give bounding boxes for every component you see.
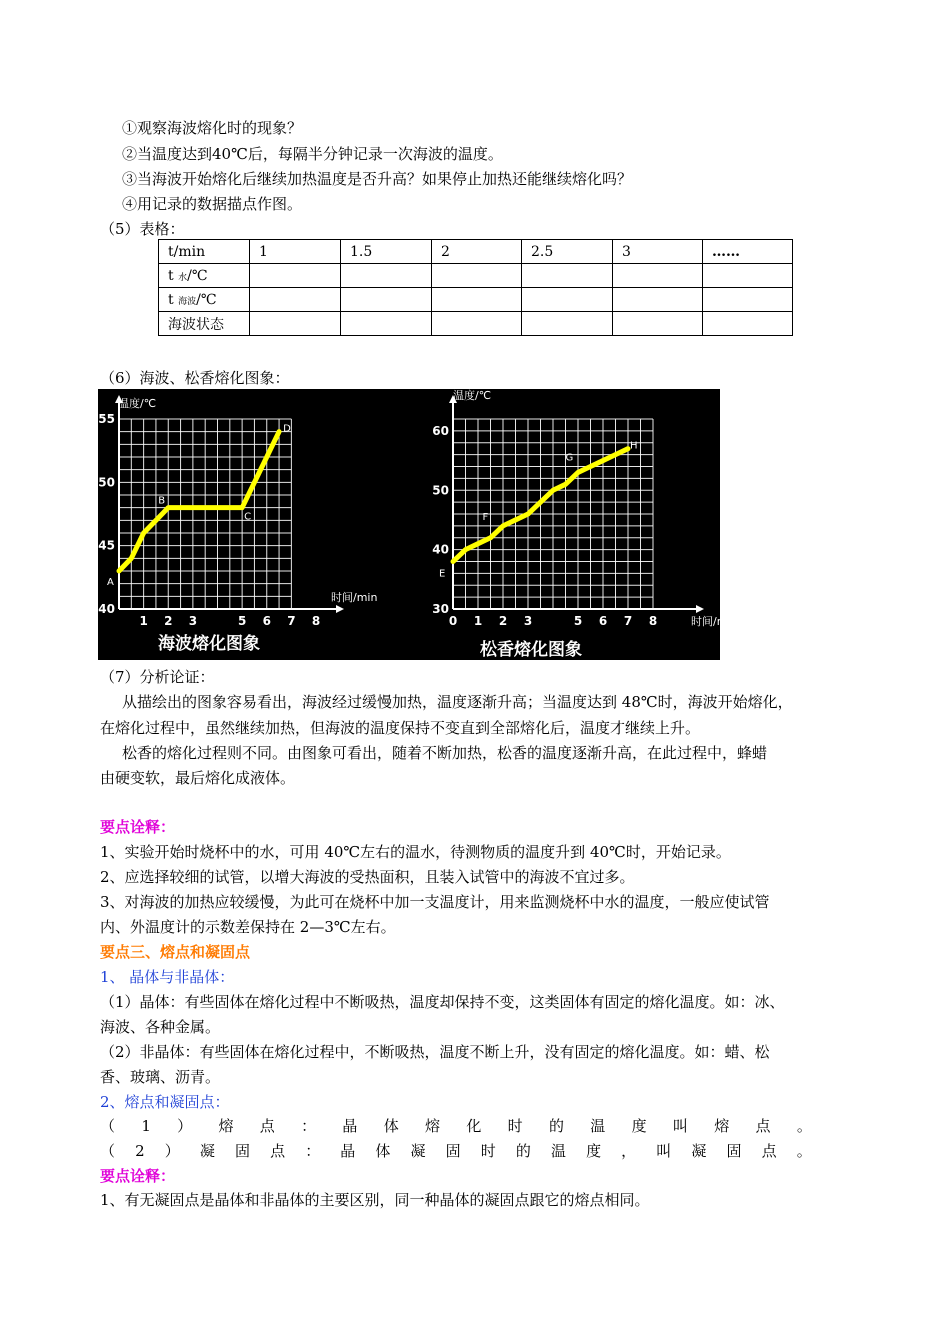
table-cell <box>703 288 793 312</box>
point-label: C <box>244 511 252 523</box>
row-label-water-temp: t 水/℃ <box>159 264 250 288</box>
analysis-line: 松香的熔化过程则不同。由图象可看出，随着不断加热，松香的温度逐渐升高，在此过程中，蜂蜡 <box>122 744 768 762</box>
melting-graphs <box>98 389 738 660</box>
freezing-def-char: 凝 <box>199 1142 215 1160</box>
x-tick-label: 1 <box>473 614 483 628</box>
melting-def-char: 1 <box>141 1117 151 1135</box>
table-cell <box>341 264 432 288</box>
analysis-heading: （7）分析论证： <box>100 668 215 686</box>
x-tick-label: 7 <box>623 614 633 628</box>
series-line <box>119 432 279 571</box>
melting-def-char: 熔 <box>714 1117 730 1135</box>
freezing-def-char: 点 <box>270 1142 286 1160</box>
table-cell <box>341 288 432 312</box>
x-axis-label: 时间/min <box>331 591 378 604</box>
melting-def-char: 温 <box>590 1117 606 1135</box>
row-label-state: 海波状态 <box>159 312 250 336</box>
table-cell <box>703 312 793 336</box>
definition-line: 香、玻璃、沥青。 <box>100 1068 221 1086</box>
keypoint-line: 3、对海波的加热应较缓慢，为此可在烧杯中加一支温度计，用来监测烧杯中水的温度，一般应使试管 <box>100 893 770 911</box>
subsection-title: 1、 晶体与非晶体： <box>100 968 235 986</box>
x-tick-label: 0 <box>448 614 458 628</box>
freezing-def-char: 凝 <box>691 1142 707 1160</box>
analysis-line: 在熔化过程中，虽然继续加热，但海波的温度保持不变直到全部熔化后，温度才继续上升。 <box>100 719 701 737</box>
subsection-title: 2、熔点和凝固点： <box>100 1093 230 1111</box>
step-2: ②当温度达到40℃后，每隔半分钟记录一次海波的温度。 <box>122 145 503 163</box>
x-tick-label: 8 <box>311 614 321 628</box>
melting-def-char: 的 <box>548 1117 564 1135</box>
melting-def-char: 晶 <box>342 1117 358 1135</box>
point-label: G <box>565 452 574 464</box>
point-label: F <box>482 511 489 523</box>
melting-graphs-svg <box>98 389 738 660</box>
table-heading: （5）表格： <box>100 220 185 238</box>
freezing-def-char: 。 <box>796 1142 812 1160</box>
row-label-hypo-temp: t 海波/℃ <box>159 288 250 312</box>
melting-def-char: 熔 <box>425 1117 441 1135</box>
x-tick-label: 2 <box>498 614 508 628</box>
melting-def-char: 叫 <box>672 1117 688 1135</box>
freezing-def-char: 度 <box>586 1142 602 1160</box>
freezing-def-char: ） <box>164 1142 180 1160</box>
melting-def-char: 度 <box>631 1117 647 1135</box>
x-tick-label: 6 <box>262 614 271 628</box>
freezing-def-char: ， <box>621 1142 637 1160</box>
point-label: E <box>439 568 446 580</box>
y-tick-label: 50 <box>98 475 115 490</box>
y-tick-label: 60 <box>432 423 449 438</box>
y-axis-label: 温度/℃ <box>453 389 492 402</box>
chart-title: 海波熔化图象 <box>158 634 260 654</box>
x-axis-arrow <box>336 605 344 613</box>
table-cell <box>250 312 341 336</box>
table-cell <box>250 288 341 312</box>
freezing-def-char: 温 <box>550 1142 566 1160</box>
table-cell <box>341 312 432 336</box>
freezing-def-char: 固 <box>726 1142 742 1160</box>
table-cell <box>613 288 703 312</box>
table-cell <box>613 264 703 288</box>
step-1: ①观察海波熔化时的现象？ <box>122 119 303 137</box>
analysis-line: 由硬变软，最后熔化成液体。 <box>100 769 296 787</box>
x-tick-label: 5 <box>237 614 247 628</box>
freezing-point-definition <box>100 1141 812 1161</box>
freezing-def-char: （ <box>100 1142 116 1160</box>
melting-def-char: ： <box>301 1117 317 1135</box>
header-cell: 1.5 <box>341 240 432 264</box>
definition-line: 海波、各种金属。 <box>100 1018 221 1036</box>
section-title: 要点三、熔点和凝固点 <box>100 943 251 961</box>
freezing-def-char: 体 <box>375 1142 391 1160</box>
point-label: H <box>630 440 638 452</box>
y-tick-label: 45 <box>98 538 115 553</box>
melting-def-char: 化 <box>466 1117 482 1135</box>
x-axis-arrow <box>696 605 704 613</box>
table-row <box>159 264 793 288</box>
x-tick-label: 3 <box>188 614 198 628</box>
table-cell <box>432 264 522 288</box>
melting-def-char: 。 <box>796 1117 812 1135</box>
table-cell <box>522 288 613 312</box>
melting-def-char: 时 <box>507 1117 523 1135</box>
freezing-def-char: 固 <box>234 1142 250 1160</box>
freezing-def-char: 凝 <box>410 1142 426 1160</box>
graph-heading: （6）海波、松香熔化图象： <box>100 369 290 387</box>
x-tick-label: 7 <box>287 614 296 628</box>
x-tick-label: 8 <box>648 614 658 628</box>
x-axis-label: 时间/min <box>691 615 738 628</box>
table-cell <box>703 264 793 288</box>
keypoint-line: 1、有无凝固点是晶体和非晶体的主要区别，同一种晶体的凝固点跟它的熔点相同。 <box>100 1191 650 1209</box>
keypoint-line: 内、外温度计的示数差保持在 2—3℃左右。 <box>100 918 396 936</box>
definition-line: （2）非晶体：有些固体在熔化过程中，不断吸热，温度不断上升，没有固定的熔化温度。如：蜡、松 <box>100 1043 770 1061</box>
freezing-def-char: 晶 <box>340 1142 356 1160</box>
record-table <box>158 239 793 336</box>
freezing-def-char: 叫 <box>656 1142 672 1160</box>
melting-def-char: 熔 <box>218 1117 234 1135</box>
point-label: B <box>158 495 166 507</box>
keypoints-title: 要点诠释： <box>100 818 176 836</box>
x-tick-label: 1 <box>139 614 148 628</box>
freezing-def-char: 时 <box>480 1142 496 1160</box>
step-3: ③当海波开始熔化后继续加热温度是否升高？如果停止加热还能继续熔化吗？ <box>122 170 633 188</box>
definition-line: （1）晶体：有些固体在熔化过程中不断吸热，温度却保持不变，这类固体有固定的熔化温度。如：冰、 <box>100 993 785 1011</box>
freezing-def-char: 的 <box>515 1142 531 1160</box>
keypoint-line: 2、应选择较细的试管，以增大海波的受热面积，且装入试管中的海波不宜过多。 <box>100 868 635 886</box>
table-cell <box>522 264 613 288</box>
x-tick-label: 2 <box>164 614 173 628</box>
table-cell <box>522 312 613 336</box>
header-cell: 2 <box>432 240 522 264</box>
header-cell: t/min <box>159 240 250 264</box>
freezing-def-char: 固 <box>445 1142 461 1160</box>
freezing-def-char: 点 <box>761 1142 777 1160</box>
melting-def-char: ） <box>177 1117 193 1135</box>
header-cell: 2.5 <box>522 240 613 264</box>
x-tick-label: 6 <box>598 614 608 628</box>
keypoints-title: 要点诠释： <box>100 1167 176 1185</box>
y-axis-label: 温度/℃ <box>118 397 157 410</box>
melting-point-definition <box>100 1116 812 1136</box>
freezing-def-char: 2 <box>135 1142 145 1160</box>
keypoint-line: 1、实验开始时烧杯中的水，可用 40℃左右的温水，待测物质的温度升到 40℃时，开始记录。 <box>100 843 731 861</box>
melting-def-char: 点 <box>755 1117 771 1135</box>
step-4: ④用记录的数据描点作图。 <box>122 195 303 213</box>
y-tick-label: 40 <box>432 542 449 557</box>
table-cell <box>613 312 703 336</box>
chart-title: 松香熔化图象 <box>480 640 582 660</box>
table-row <box>159 288 793 312</box>
header-cell: …… <box>703 240 793 264</box>
point-label: A <box>107 577 114 588</box>
table-cell <box>432 288 522 312</box>
y-tick-label: 30 <box>432 602 449 616</box>
x-tick-label: 5 <box>573 614 583 628</box>
header-cell: 3 <box>613 240 703 264</box>
x-tick-label: 3 <box>523 614 533 628</box>
header-cell: 1 <box>250 240 341 264</box>
table-cell <box>432 312 522 336</box>
point-label: D <box>283 423 291 435</box>
melting-def-char: 体 <box>383 1117 399 1135</box>
melting-def-char: （ <box>100 1117 116 1135</box>
table-row <box>159 312 793 336</box>
y-tick-label: 40 <box>98 602 115 616</box>
freezing-def-char: ： <box>305 1142 321 1160</box>
table-header-row <box>159 240 793 264</box>
analysis-line: 从描绘出的图象容易看出，海波经过缓慢加热，温度逐渐升高；当温度达到 48℃时，海波开始熔化， <box>122 693 793 711</box>
y-tick-label: 50 <box>432 483 449 498</box>
table-cell <box>250 264 341 288</box>
y-tick-label: 55 <box>98 412 115 426</box>
melting-def-char: 点 <box>259 1117 275 1135</box>
